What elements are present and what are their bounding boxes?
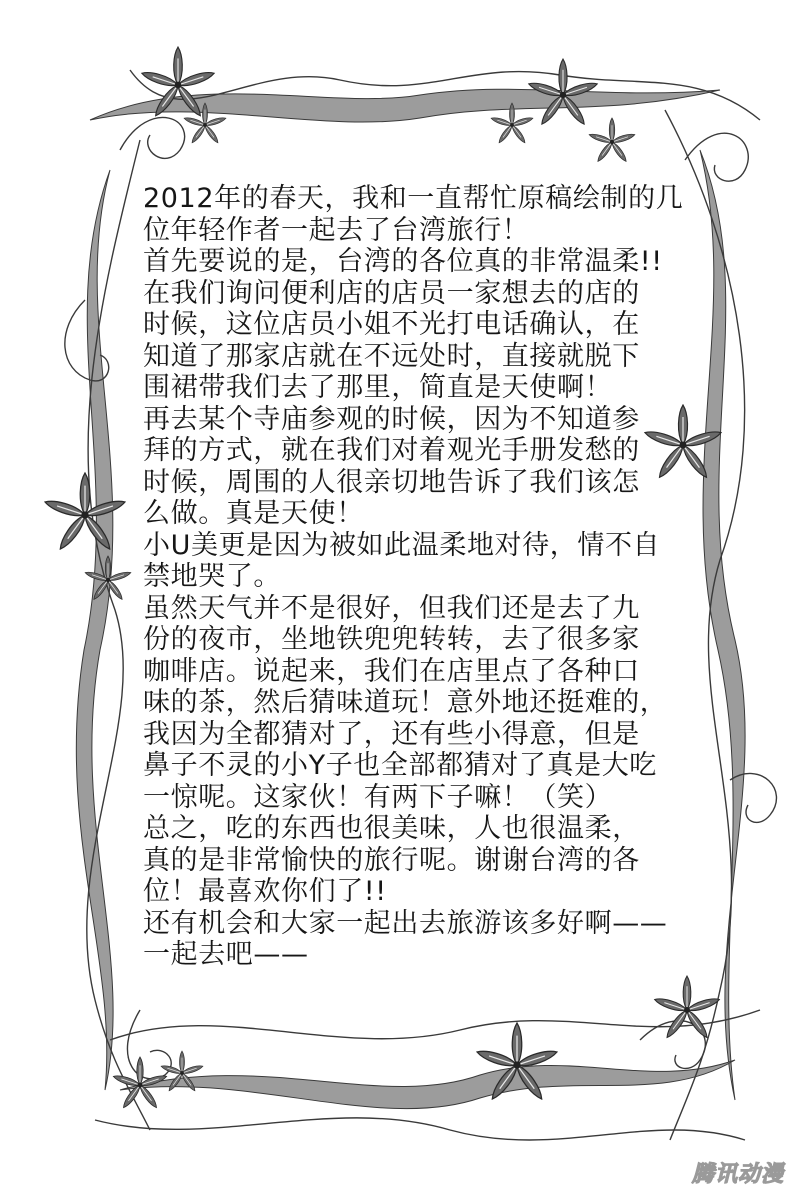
text-line: 小U美更是因为被如此温柔地对待，情不自 bbox=[143, 529, 661, 561]
text-line: 再去某个寺庙参观的时候，因为不知道参 bbox=[143, 403, 640, 435]
text-line: 鼻子不灵的小Y子也全部都猜对了真是大吃 bbox=[143, 750, 657, 781]
text-line: 在我们询问便利店的店员一家想去的店的 bbox=[143, 277, 640, 309]
text-line: 还有机会和大家一起出去旅游该多好啊—— bbox=[143, 907, 668, 939]
text-line: 时候，这位店员小姐不光打电话确认，在 bbox=[143, 309, 640, 340]
text-line: 我因为全都猜对了，还有些小得意，但是 bbox=[143, 718, 640, 750]
text-line: 2012年的春天，我和一直帮忙原稿绘制的几 bbox=[143, 183, 684, 214]
text-line: 围裙带我们去了那里，简直是天使啊！ bbox=[143, 372, 613, 403]
letter-text bbox=[143, 183, 684, 971]
text-line: 咖啡店。说起来，我们在店里点了各种口 bbox=[143, 655, 640, 687]
text-line: 真的是非常愉快的旅行呢。谢谢台湾的各 bbox=[143, 844, 640, 876]
text-line: 知道了那家店就在不远处时，直接就脱下 bbox=[143, 340, 640, 372]
text-line: 时候，周围的人很亲切地告诉了我们该怎 bbox=[143, 466, 640, 498]
watermark-logo: 腾讯动漫 bbox=[691, 1162, 784, 1187]
text-line: 么做。真是天使！ bbox=[143, 498, 364, 529]
text-line: 味的茶，然后猜味道玩！意外地还挺难的， bbox=[143, 687, 668, 718]
text-line: 一起去吧—— bbox=[143, 939, 309, 970]
text-line: 位年轻作者一起去了台湾旅行！ bbox=[143, 214, 530, 246]
text-line: 首先要说的是，台湾的各位真的非常温柔!! bbox=[143, 246, 663, 277]
text-line: 拜的方式，就在我们对着观光手册发愁的 bbox=[143, 435, 640, 466]
text-line: 总之，吃的东西也很美味，人也很温柔， bbox=[143, 813, 640, 844]
text-line: 份的夜市，坐地铁兜兜转转，去了很多家 bbox=[143, 624, 640, 655]
text-line: 一惊呢。这家伙！有两下子嘛！（笑） bbox=[143, 781, 613, 813]
text-line: 虽然天气并不是很好，但我们还是去了九 bbox=[143, 592, 640, 624]
text-line: 禁地哭了。 bbox=[143, 561, 281, 592]
text-line: 位！最喜欢你们了!! bbox=[143, 876, 387, 907]
